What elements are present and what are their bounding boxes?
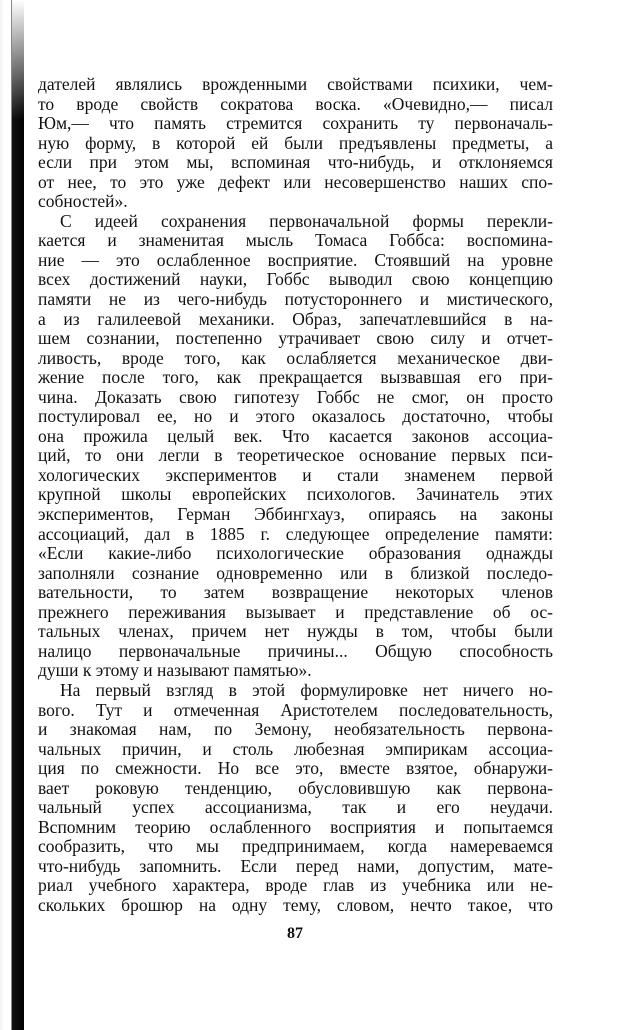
text-line: постулировал ее, но и этого оказалось достаточно, чтобы xyxy=(38,406,553,427)
text-line: если при этом мы, вспоминая что-нибудь, и отклоняемся xyxy=(38,152,553,173)
text-line: ную форму, в которой ей были предъявлены предметы, а xyxy=(38,132,553,153)
page-number: 87 xyxy=(287,925,303,942)
text-line: ливость, вроде того, как ослабляется механическое дви- xyxy=(38,347,553,368)
text-line: Юм,— что память стремится сохранить ту первоначаль- xyxy=(38,113,553,134)
page-spine-shadow xyxy=(0,0,24,1030)
text-line: ций, то они легли в теоретическое основание первых пси- xyxy=(38,445,553,466)
text-line: ние — это ослабленное восприятие. Стоявший на уровне xyxy=(38,249,553,270)
text-line: вательности, то затем возвращение некоторых членов xyxy=(38,582,553,603)
text-line: жение после того, как прекращается вызвавшая его при- xyxy=(38,367,553,388)
text-line: чальных причин, и столь любезная эмпирикам ассоциа- xyxy=(38,738,553,759)
text-line: «Если какие-либо психологические образования однажды xyxy=(38,543,553,564)
text-line: сообразить, что мы предпринимаем, когда намереваемся xyxy=(38,836,553,857)
text-line: кается и знаменитая мысль Томаса Гоббса: воспомина- xyxy=(38,230,553,251)
text-line: собностей». xyxy=(38,191,128,212)
text-line: На первый взгляд в этой формулировке нет ничего но- xyxy=(60,679,553,700)
text-line: ассоциаций, дал в 1885 г. следующее определение памяти: xyxy=(38,523,553,544)
text-line: чина. Доказать свою гипотезу Гоббс не смог, он просто xyxy=(38,386,553,407)
text-line: заполняли сознание одновременно или в близкой последо- xyxy=(38,562,553,583)
text-line: налицо первоначальные причины... Общую способность xyxy=(38,640,553,661)
text-line: Вспомним теорию ослабленного восприятия и попытаемся xyxy=(38,816,553,837)
text-line: дателей являлись врожденными свойствами психики, чем- xyxy=(38,74,553,94)
text-line: памяти не из чего-нибудь потустороннего и мистического, xyxy=(38,289,553,310)
text-line: то вроде свойств сократова воска. «Очевидно,— писал xyxy=(38,93,553,114)
text-line: ция по смежности. Но все это, вместе взятое, обнаружи- xyxy=(38,758,553,779)
text-line: С идеей сохранения первоначальной формы перекли- xyxy=(60,210,553,231)
text-line: хологических экспериментов и стали знаменем первой xyxy=(38,464,553,485)
text-line: скольких брошюр на одну тему, словом, нечто такое, что xyxy=(38,894,553,915)
text-line: всех достижений науки, Гоббс выводил свою концепцию xyxy=(38,269,553,290)
text-line: прежнего переживания вызывает и представление об ос- xyxy=(38,601,553,622)
body-text xyxy=(38,75,553,916)
text-line: риал учебного характера, вроде глав из учебника или не- xyxy=(38,875,553,896)
text-line: что-нибудь запомнить. Если перед нами, допустим, мате- xyxy=(38,855,553,876)
text-line: она прожила целый век. Что касается законов ассоциа- xyxy=(38,425,553,446)
text-line: вает роковую тенденцию, обусловившую как первона- xyxy=(38,777,553,798)
text-line: и знакомая нам, по Земону, необязательность первона- xyxy=(38,719,553,740)
text-line: шем сознании, постепенно утрачивает свою силу и отчет- xyxy=(38,328,553,349)
text-line: крупной школы европейских психологов. Зачинатель этих xyxy=(38,484,553,505)
text-line: от нее, то это уже дефект или несовершенство наших спо- xyxy=(38,171,553,192)
text-line: души к этому и называют памятью». xyxy=(38,660,312,681)
text-line: а из галилеевой механики. Образ, запечатлевшийся в на- xyxy=(38,308,553,329)
text-line: экспериментов, Герман Эббингхауз, опираясь на законы xyxy=(38,504,553,525)
text-line: вого. Тут и отмеченная Аристотелем последовательность, xyxy=(38,699,553,720)
page-spine-fade xyxy=(12,0,24,120)
text-line: тальных членах, причем нет нужды в том, чтобы были xyxy=(38,621,553,642)
text-line: чальный успех ассоцианизма, так и его неудачи. xyxy=(38,797,553,818)
